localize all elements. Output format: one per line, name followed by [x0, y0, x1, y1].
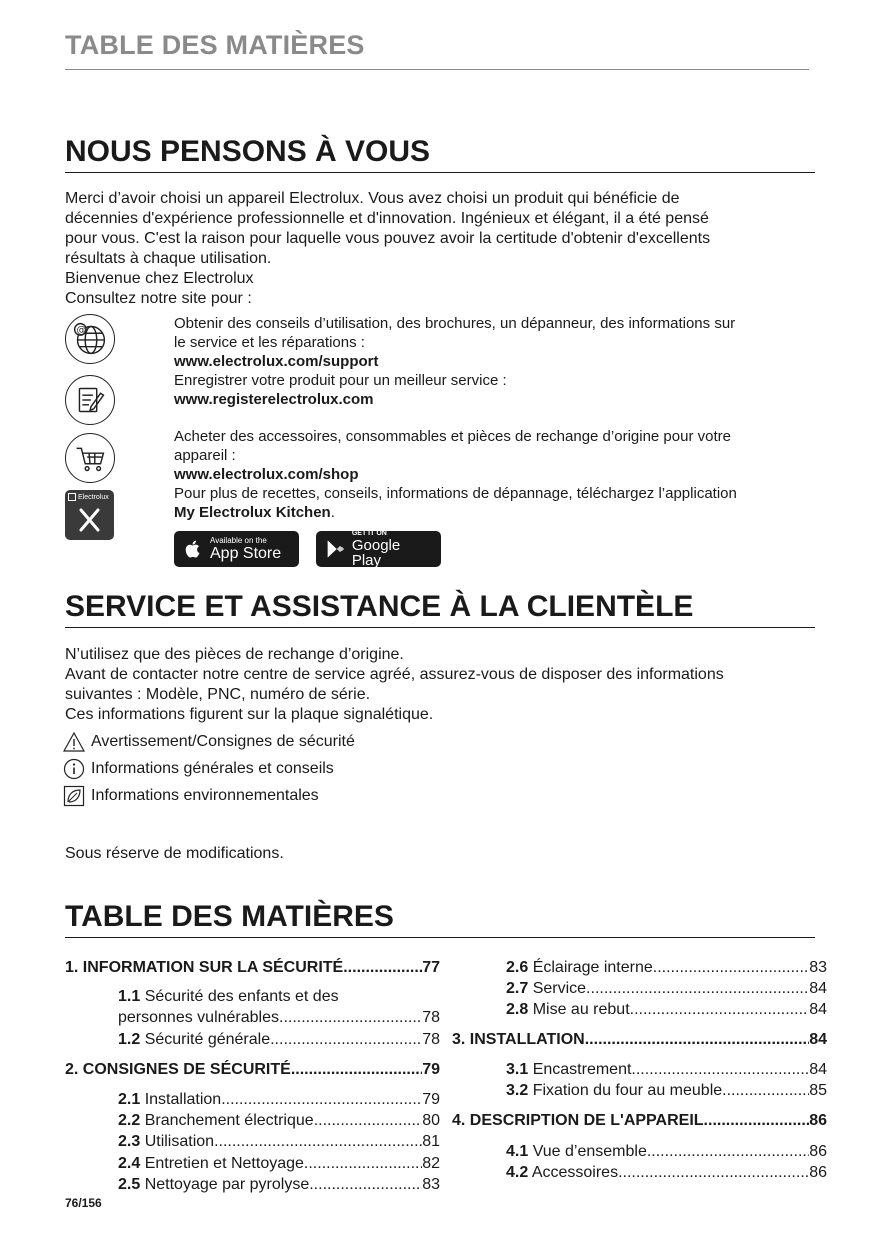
- toc-entry-1-2[interactable]: 1.2 Sécurité générale ..... 78: [118, 1029, 440, 1050]
- toc-entry-2-4[interactable]: 2.4 Entretien et Nettoyage ..... 82: [118, 1153, 440, 1174]
- toc-entry-2-5[interactable]: 2.5 Nettoyage par pyrolyse ..... 83: [118, 1174, 440, 1195]
- support-link[interactable]: www.electrolux.com/support: [174, 353, 379, 370]
- service-line: N’utilisez que des pièces de rechange d’origine.: [65, 646, 404, 663]
- intro-line: Merci d’avoir choisi un appareil Electrolux. Vous avez choisi un produit qui bénéficie de: [65, 190, 680, 207]
- app-store-small-text: Available on the: [210, 535, 267, 545]
- leaf-icon: [63, 785, 85, 807]
- toc-entry-4[interactable]: 4. DESCRIPTION DE L'APPAREIL ..... 86: [452, 1110, 827, 1131]
- service-line: Ces informations figurent sur la plaque signalétique.: [65, 706, 434, 723]
- service-line: Avant de contacter notre centre de service agréé, assurez-vous de disposer des informations: [65, 666, 724, 683]
- intro-paragraph: [65, 189, 815, 309]
- toc-entry-3-1[interactable]: 3.1 Encastrement ..... 84: [506, 1059, 827, 1080]
- intro-line: résultats à chaque utilisation.: [65, 250, 272, 267]
- section-title-nous-pensons: NOUS PENSONS À VOUS: [65, 135, 815, 173]
- intro-line: décennies d'expérience professionnelle et d'innovation. Ingénieux et élégant, il a été pensé: [65, 210, 709, 227]
- google-play-icon: [324, 537, 346, 561]
- shop-description: appareil :: [174, 447, 236, 464]
- legend-environment: [63, 785, 319, 807]
- support-description: Obtenir des conseils d’utilisation, des brochures, un dépanneur, des informations sur: [174, 315, 736, 332]
- google-play-small-text: GET IT ON: [351, 530, 387, 537]
- running-header-title: TABLE DES MATIÈRES: [65, 30, 365, 60]
- google-play-big-text: Google Play: [351, 537, 401, 569]
- toc-entry-1-1-line1[interactable]: 1.1 Sécurité des enfants et des: [118, 988, 339, 1005]
- intro-line: pour vous. C'est la raison pour laquelle vous pouvez avoir la certitude d'obtenir d'excellents: [65, 230, 711, 247]
- section-title-service: SERVICE ET ASSISTANCE À LA CLIENTÈLE: [65, 590, 815, 628]
- reserve-note: Sous réserve de modifications.: [65, 845, 284, 862]
- toc-entry-2-1[interactable]: 2.1 Installation ..... 79: [118, 1089, 440, 1110]
- warning-triangle-icon: [63, 731, 85, 753]
- electrolux-services-list: [174, 314, 814, 522]
- service-line: suivantes : Modèle, PNC, numéro de série.: [65, 686, 371, 703]
- intro-line: Bienvenue chez Electrolux: [65, 270, 254, 287]
- toc-entry-1[interactable]: 1. INFORMATION SUR LA SÉCURITÉ ..... 77: [65, 957, 440, 978]
- legend-info-label: Informations générales et conseils: [91, 760, 334, 777]
- register-form-icon: [65, 375, 115, 425]
- legend-warning: [63, 731, 355, 753]
- shopping-cart-icon: [65, 433, 115, 483]
- toc-entry-2-6[interactable]: 2.6 Éclairage interne ..... 83: [506, 957, 827, 978]
- toc-entry-2[interactable]: 2. CONSIGNES DE SÉCURITÉ ..... 79: [65, 1059, 440, 1080]
- app-store-badge[interactable]: [174, 531, 299, 567]
- legend-info: [63, 758, 334, 780]
- toc-entry-2-3[interactable]: 2.3 Utilisation ..... 81: [118, 1131, 440, 1152]
- toc-entry-2-8[interactable]: 2.8 Mise au rebut ..... 84: [506, 999, 827, 1020]
- register-link[interactable]: www.registerelectrolux.com: [174, 391, 374, 408]
- app-store-big-text: App Store: [210, 544, 282, 562]
- toc-entry-1-1[interactable]: personnes vulnérables ..... 78: [118, 1007, 440, 1028]
- apple-icon: [182, 537, 204, 561]
- svg-text:@: @: [76, 325, 87, 337]
- intro-line: Consultez notre site pour :: [65, 290, 252, 307]
- electrolux-app-icon: [65, 490, 114, 540]
- register-description: Enregistrer votre produit pour un meilleur service :: [174, 372, 507, 389]
- app-name: My Electrolux Kitchen: [174, 504, 331, 521]
- service-paragraph: [65, 645, 815, 725]
- toc-entry-4-1[interactable]: 4.1 Vue d’ensemble ..... 86: [506, 1141, 827, 1162]
- electrolux-logo: Electrolux: [68, 493, 109, 501]
- app-suffix: .: [330, 504, 335, 521]
- toc-entry-3-2[interactable]: 3.2 Fixation du four au meuble ..... 85: [506, 1080, 827, 1101]
- globe-web-icon: [65, 314, 115, 364]
- toc-entry-2-2[interactable]: 2.2 Branchement électrique ..... 80: [118, 1110, 440, 1131]
- shop-link[interactable]: www.electrolux.com/shop: [174, 466, 359, 483]
- info-icon: [63, 758, 85, 780]
- toc-entry-3[interactable]: 3. INSTALLATION ..... 84: [452, 1029, 827, 1050]
- legend-environment-label: Informations environnementales: [91, 787, 319, 804]
- toc-entry-4-2[interactable]: 4.2 Accessoires ..... 86: [506, 1162, 827, 1183]
- app-description: Pour plus de recettes, conseils, informations de dépannage, téléchargez l’application: [174, 485, 737, 502]
- shop-description: Acheter des accessoires, consommables et pièces de rechange d’origine pour votre: [174, 428, 731, 445]
- legend-warning-label: Avertissement/Consignes de sécurité: [91, 733, 355, 750]
- running-header: [65, 30, 809, 70]
- toc-entry-2-7[interactable]: 2.7 Service ..... 84: [506, 978, 827, 999]
- support-description: le service et les réparations :: [174, 334, 365, 351]
- page-number: 76/156: [65, 1196, 102, 1210]
- fork-knife-icon: [65, 490, 114, 540]
- google-play-badge[interactable]: [316, 531, 441, 567]
- section-title-toc: TABLE DES MATIÈRES: [65, 900, 815, 938]
